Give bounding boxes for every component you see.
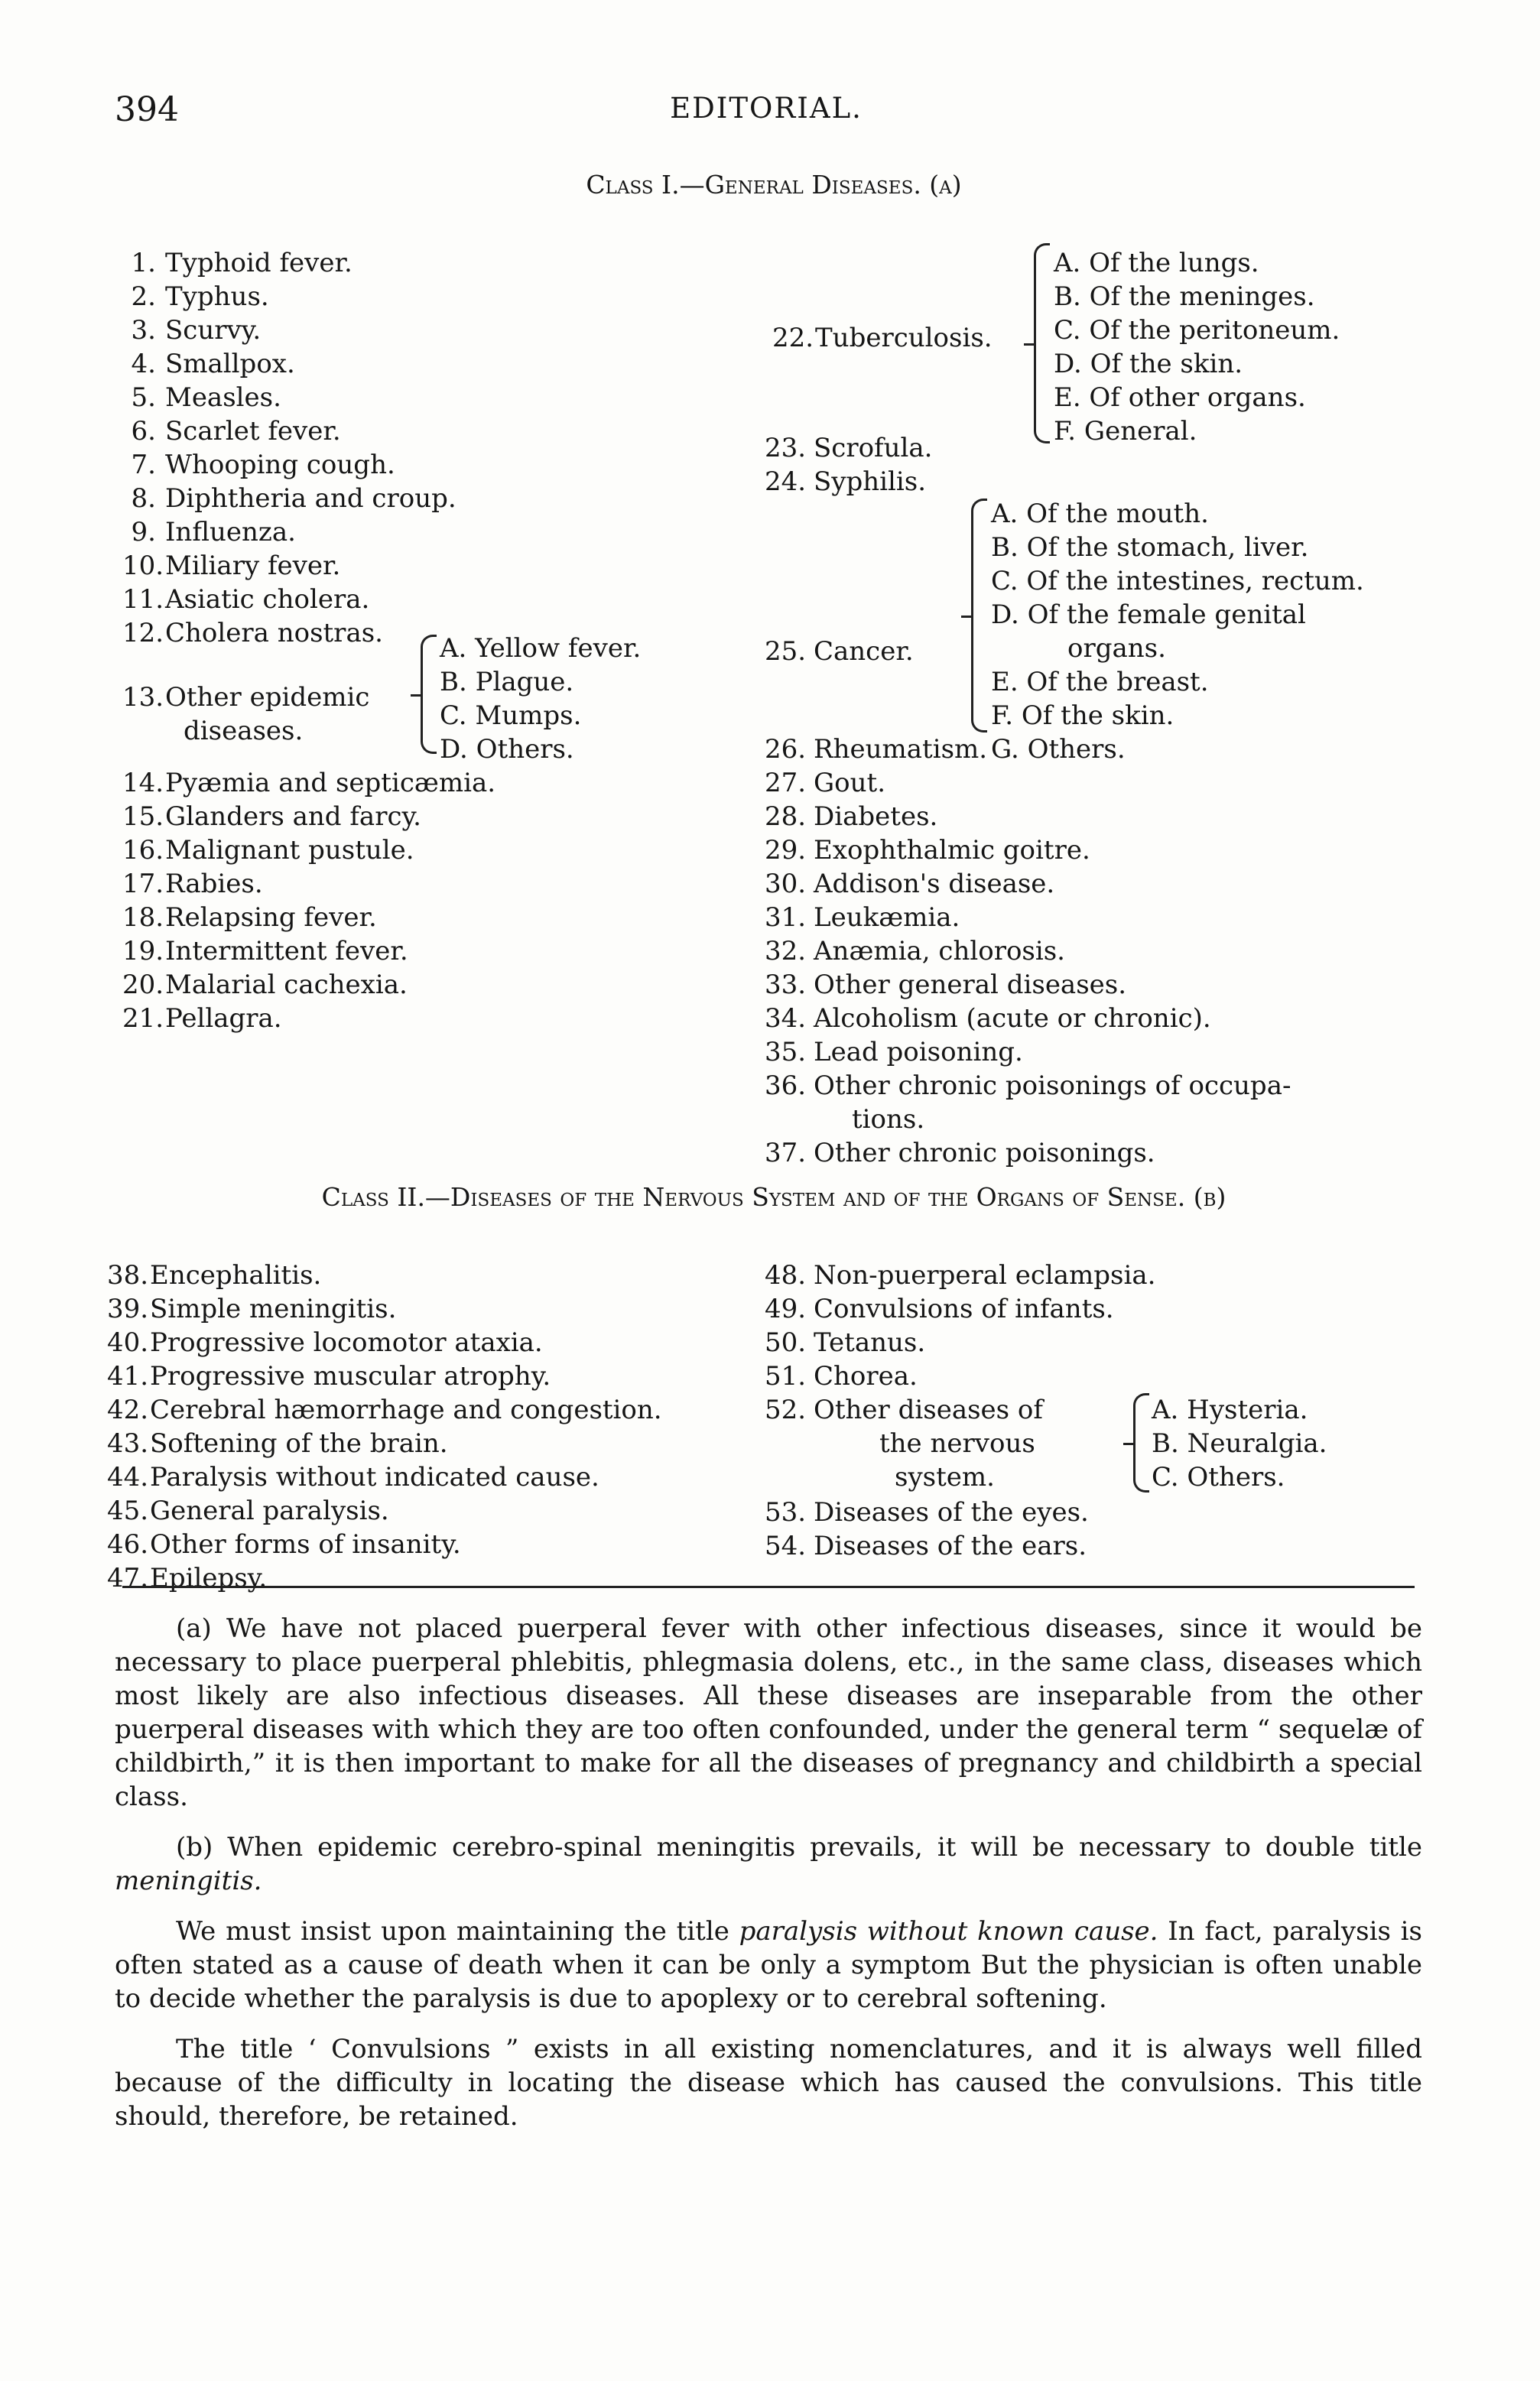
footnote-a <box>115 1612 1422 1814</box>
item-number: 49. <box>765 1294 807 1324</box>
item-text: Tuberculosis. <box>815 323 993 353</box>
list-item <box>122 381 456 414</box>
item-number: 32. <box>765 936 807 966</box>
list-item <box>107 1292 662 1326</box>
list-item <box>107 1259 662 1292</box>
item-text-cont: the nervous <box>879 1428 1035 1459</box>
footnote-a-label: (a) <box>176 1613 212 1644</box>
paragraph-paralysis-start: We must insist upon maintaining the title <box>176 1916 729 1947</box>
item-text: Exophthalmic goitre. <box>814 835 1090 866</box>
item-text: Scarlet fever. <box>165 416 341 447</box>
item-text: Scrofula. <box>814 433 933 463</box>
list-item <box>122 482 456 515</box>
item-number: 33. <box>765 970 807 1000</box>
footnote-a-text: We have not placed puerperal fever with other infectious diseases, since it would be necessary to place puerperal phlebitis, phlegmasia dolens, etc., in the same class, diseases which most likely are also infectious diseases. All these diseases are inseparable from the other puerperal diseases with which they are too often confounded, under the general term “ sequelæ of childbirth,” it is then important to make for all the diseases of pregnancy and childbirth a special class. <box>115 1613 1423 1812</box>
item-text: Diabetes. <box>814 801 938 832</box>
item-number: 31. <box>765 902 807 933</box>
sub-item: C. Others. <box>1152 1462 1285 1493</box>
item-text: Pellagra. <box>165 1003 282 1034</box>
running-head <box>115 90 1418 136</box>
page-number: 394 <box>115 90 179 129</box>
sub-item: D. Of the skin. <box>1054 349 1243 379</box>
sub-item: C. Of the intestines, rectum. <box>991 566 1364 596</box>
list-item <box>122 766 495 800</box>
item-number: 21. <box>122 1003 164 1034</box>
item-text: Softening of the brain. <box>150 1428 448 1459</box>
list-item <box>107 1359 662 1393</box>
list-item <box>765 934 1291 968</box>
footnote-b-italic: meningitis. <box>115 1866 262 1896</box>
sub-item: A. Yellow fever. <box>440 633 642 664</box>
item-text: Leukæmia. <box>814 902 960 933</box>
item-text: Progressive locomotor ataxia. <box>150 1327 543 1358</box>
list-item <box>122 414 456 448</box>
list-item <box>765 867 1291 901</box>
list-item <box>107 1393 662 1427</box>
sub-item: F. Of the skin. <box>991 700 1174 731</box>
list-item <box>122 968 495 1002</box>
item-text-cont: diseases. <box>184 716 304 746</box>
list-item <box>122 246 456 280</box>
item-text: Simple meningitis. <box>150 1294 397 1324</box>
list-item <box>122 901 495 934</box>
item-25-subitems <box>991 497 1364 766</box>
item-number: 15. <box>122 801 164 832</box>
paragraph-paralysis <box>115 1915 1422 2016</box>
paragraph-convulsions <box>115 2032 1422 2133</box>
item-25-group <box>765 635 914 668</box>
list-item <box>765 1529 1089 1563</box>
item-number: 54. <box>765 1531 807 1561</box>
item-number: 1. <box>131 248 156 278</box>
item-25-brace <box>971 499 987 732</box>
list-item <box>765 1136 1291 1170</box>
item-text: Scurvy. <box>165 315 262 346</box>
item-text: Miliary fever. <box>165 551 341 581</box>
item-number: 41. <box>107 1361 149 1392</box>
item-text: Gout. <box>814 768 885 798</box>
list-item <box>765 1292 1155 1326</box>
list-item <box>765 1103 1291 1136</box>
list-item <box>765 1496 1089 1529</box>
item-number: 2. <box>131 281 156 312</box>
sub-item: C. Of the peritoneum. <box>1054 315 1340 346</box>
item-number: 35. <box>765 1037 807 1067</box>
sub-item: organs. <box>1067 633 1166 664</box>
sub-item: C. Mumps. <box>440 700 582 731</box>
item-number: 30. <box>765 869 807 899</box>
item-text: Cholera nostras. <box>165 618 383 648</box>
item-text: Paralysis without indicated cause. <box>150 1462 599 1493</box>
class-2-left-column <box>107 1259 662 1595</box>
item-text: Whooping cough. <box>165 450 395 480</box>
item-text: Asiatic cholera. <box>165 584 370 615</box>
item-text: Other chronic poisonings of occupa- <box>814 1070 1291 1101</box>
sub-item: F. General. <box>1054 416 1197 447</box>
sub-item: D. Of the female genital <box>991 599 1306 630</box>
item-text: Diseases of the eyes. <box>814 1497 1089 1528</box>
list-item <box>122 867 495 901</box>
item-number: 8. <box>131 483 156 514</box>
item-text: Cancer. <box>814 636 914 667</box>
list-item <box>122 833 495 867</box>
footnotes <box>115 1612 1422 2150</box>
item-22-brace <box>1034 243 1050 443</box>
list-item <box>765 1326 1155 1359</box>
item-text: Smallpox. <box>165 349 295 379</box>
item-text: Alcoholism (acute or chronic). <box>814 1003 1211 1034</box>
item-number: 26. <box>765 734 807 765</box>
item-22-group <box>772 321 993 355</box>
list-item <box>765 1069 1291 1103</box>
list-item <box>107 1494 662 1528</box>
item-number: 52. <box>765 1395 807 1425</box>
item-text: Diseases of the ears. <box>814 1531 1087 1561</box>
list-item <box>765 431 933 465</box>
item-number: 4. <box>131 349 156 379</box>
footnote-rule <box>122 1586 1415 1588</box>
footnote-b-label: (b) <box>176 1832 213 1863</box>
item-text: Influenza. <box>165 517 296 547</box>
item-number: 18. <box>122 902 164 933</box>
list-item <box>765 732 1291 766</box>
item-number: 29. <box>765 835 807 866</box>
item-number: 10. <box>122 551 164 581</box>
paragraph-convulsions-text: The title ‘ Convulsions ” exists in all existing nomenclatures, and it is always well filled because of the difficulty in locating the disease which has caused the convulsions. This title should, therefore, be retained. <box>115 2034 1422 2132</box>
item-text: Progressive muscular atrophy. <box>150 1361 551 1392</box>
item-22-subitems <box>1054 246 1340 448</box>
item-text: Lead poisoning. <box>814 1037 1023 1067</box>
item-number: 24. <box>765 466 807 497</box>
list-item <box>122 515 456 549</box>
item-number: 22. <box>772 323 814 353</box>
class-1-heading: Class I.—General Diseases. (a) <box>586 170 962 200</box>
item-13-subitems <box>440 632 641 766</box>
list-item <box>107 1460 662 1494</box>
paragraph-paralysis-italic: paralysis without known cause. <box>739 1916 1158 1947</box>
item-text: Typhus. <box>165 281 269 312</box>
item-text: Other chronic poisonings. <box>814 1138 1155 1168</box>
class-1-left-column-continued <box>122 766 495 1035</box>
item-52-subitems <box>1152 1393 1327 1494</box>
item-number: 3. <box>131 315 156 346</box>
item-number: 40. <box>107 1327 149 1358</box>
list-item <box>107 1427 662 1460</box>
item-text: Addison's disease. <box>814 869 1055 899</box>
list-item <box>122 347 456 381</box>
item-text: Encephalitis. <box>150 1260 322 1291</box>
item-13-brace <box>421 635 437 754</box>
item-number: 7. <box>131 450 156 480</box>
list-item <box>765 800 1291 833</box>
item-number: 38. <box>107 1260 149 1291</box>
item-text-cont-2: system. <box>895 1462 995 1493</box>
item-text: Intermittent fever. <box>165 936 408 966</box>
item-text: Rheumatism. <box>814 734 988 765</box>
item-text: Measles. <box>165 382 281 413</box>
item-number: 13. <box>122 682 164 713</box>
item-number: 12. <box>122 618 164 648</box>
item-52-brace <box>1133 1393 1149 1493</box>
list-item <box>122 934 495 968</box>
list-item <box>107 1326 662 1359</box>
list-item <box>122 616 456 650</box>
item-number: 11. <box>122 584 164 615</box>
list-item <box>765 901 1291 934</box>
list-item <box>122 280 456 313</box>
item-text: Other diseases of <box>814 1395 1043 1425</box>
list-item <box>765 833 1291 867</box>
item-text: Malarial cachexia. <box>165 970 408 1000</box>
item-text: Diphtheria and croup. <box>165 483 456 514</box>
footnote-b <box>115 1830 1422 1898</box>
item-number: 48. <box>765 1260 807 1291</box>
list-item <box>122 583 456 616</box>
sub-item: A. Of the lungs. <box>1054 248 1259 278</box>
item-text: Tetanus. <box>814 1327 926 1358</box>
item-number: 25. <box>765 636 807 667</box>
item-number: 51. <box>765 1361 807 1392</box>
sub-item: E. Of other organs. <box>1054 382 1306 413</box>
sub-item: D. Others. <box>440 734 574 765</box>
running-title: EDITORIAL. <box>670 92 863 125</box>
footnote-b-text: When epidemic cerebro-spinal meningitis prevails, it will be necessary to double title <box>227 1832 1422 1863</box>
list-item <box>765 1035 1291 1069</box>
class-2-heading: Class II.—Diseases of the Nervous System and of the Organs of Sense. (b) <box>321 1182 1226 1212</box>
list-item <box>765 1259 1155 1292</box>
item-text: Other epidemic <box>165 682 370 713</box>
item-number: 53. <box>765 1497 807 1528</box>
item-text: Pyæmia and septicæmia. <box>165 768 496 798</box>
list-item <box>765 766 1291 800</box>
list-item <box>107 1528 662 1561</box>
item-number: 43. <box>107 1428 149 1459</box>
item-text: Other general diseases. <box>814 970 1127 1000</box>
list-item <box>122 800 495 833</box>
item-number: 42. <box>107 1395 149 1425</box>
sub-item: A. Hysteria. <box>1152 1395 1308 1425</box>
item-number: 45. <box>107 1496 149 1526</box>
item-number: 34. <box>765 1003 807 1034</box>
class-2-right-column-continued <box>765 1496 1089 1563</box>
list-item <box>765 465 933 499</box>
item-number: 19. <box>122 936 164 966</box>
item-text: Other forms of insanity. <box>150 1529 461 1560</box>
list-item <box>122 448 456 482</box>
item-number: 23. <box>765 433 807 463</box>
list-item <box>765 1359 1155 1393</box>
item-text: General paralysis. <box>150 1496 389 1526</box>
item-number: 46. <box>107 1529 149 1560</box>
item-number: 37. <box>765 1138 807 1168</box>
list-item <box>765 968 1291 1002</box>
item-number: 5. <box>131 382 156 413</box>
list-item <box>122 1002 495 1035</box>
item-text: Syphilis. <box>814 466 927 497</box>
item-number: 20. <box>122 970 164 1000</box>
item-number: 6. <box>131 416 156 447</box>
item-text: Anæmia, chlorosis. <box>814 936 1065 966</box>
item-number: 28. <box>765 801 807 832</box>
item-number: 16. <box>122 835 164 866</box>
item-text: Relapsing fever. <box>165 902 377 933</box>
item-number: 50. <box>765 1327 807 1358</box>
item-text: Rabies. <box>165 869 263 899</box>
item-number: 27. <box>765 768 807 798</box>
item-number: 9. <box>131 517 156 547</box>
item-number: 14. <box>122 768 164 798</box>
item-text: Typhoid fever. <box>165 248 353 278</box>
sub-item: G. Others. <box>991 734 1126 765</box>
list-item <box>122 313 456 347</box>
class-1-left-column <box>122 246 456 650</box>
sub-item: E. Of the breast. <box>991 667 1209 697</box>
class-2-right-column <box>765 1259 1155 1393</box>
list-item <box>122 549 456 583</box>
sub-item: B. Of the stomach, liver. <box>991 532 1309 563</box>
item-text: Cerebral hæmorrhage and congestion. <box>150 1395 662 1425</box>
item-text: tions. <box>852 1104 925 1135</box>
item-number: 44. <box>107 1462 149 1493</box>
list-item <box>765 1002 1291 1035</box>
item-text: Non-puerperal eclampsia. <box>814 1260 1156 1291</box>
sub-item: B. Neuralgia. <box>1152 1428 1327 1459</box>
item-number: 36. <box>765 1070 807 1101</box>
item-text: Epilepsy. <box>150 1563 268 1593</box>
class-1-right-column-continued <box>765 732 1291 1170</box>
item-text: Chorea. <box>814 1361 918 1392</box>
item-text: Convulsions of infants. <box>814 1294 1114 1324</box>
item-text: Glanders and farcy. <box>165 801 421 832</box>
sub-item: B. Of the meninges. <box>1054 281 1315 312</box>
item-number: 47. <box>107 1563 149 1593</box>
paragraph-paralysis-rest: In fact, paralysis is often stated as a cause of death when it can be only a symptom But the physician is often unable to decide whether the paralysis is due to apoplexy or to cerebral softening. <box>115 1916 1422 2014</box>
class-1-right-column <box>765 431 933 499</box>
sub-item: B. Plague. <box>440 667 574 697</box>
sub-item: A. Of the mouth. <box>991 499 1209 529</box>
item-number: 39. <box>107 1294 149 1324</box>
item-number: 17. <box>122 869 164 899</box>
item-text: Malignant pustule. <box>165 835 414 866</box>
list-item <box>107 1561 662 1595</box>
